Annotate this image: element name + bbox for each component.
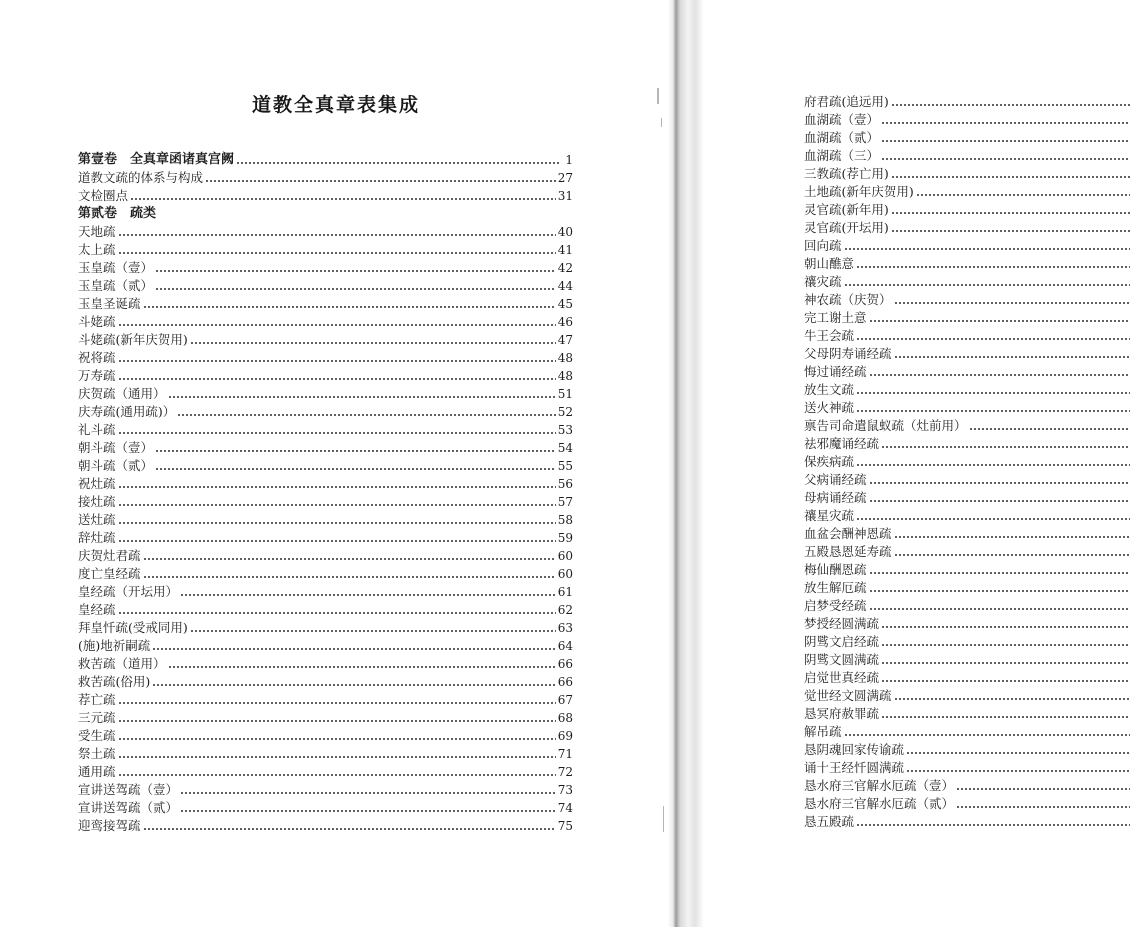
toc-entry-title: 度亡皇经疏 (78, 566, 141, 581)
toc-entry-title: 祝将疏 (78, 350, 116, 365)
toc-entry-page: 31 (557, 189, 573, 203)
toc-entry (804, 435, 1130, 453)
toc-entry (78, 619, 573, 637)
toc-entry-title: 礼斗疏 (78, 422, 116, 437)
toc-leader-dots (869, 320, 1130, 322)
toc-entry-title: 三教疏(荐亡用) (804, 166, 889, 181)
toc-entry-title: 玉皇圣诞疏 (78, 296, 141, 311)
toc-leader-dots (143, 828, 556, 830)
toc-entry (78, 745, 573, 763)
toc-entry (78, 601, 573, 619)
toc-entry-page: 48 (557, 369, 573, 383)
toc-entry-page: 73 (557, 783, 573, 797)
toc-leader-dots (155, 450, 556, 452)
toc-leader-dots (844, 248, 1130, 250)
toc-leader-dots (844, 734, 1130, 736)
toc-entry (78, 331, 573, 349)
toc-entry (78, 313, 573, 331)
toc-leader-dots (891, 212, 1130, 214)
toc-entry (78, 169, 573, 187)
toc-entry-title: 保疾病疏 (804, 454, 855, 469)
toc-entry-title: 朝山醮意 (804, 256, 855, 271)
toc-entry-title: 禳星灾疏 (804, 508, 855, 523)
scan-mark (657, 88, 659, 104)
toc-entry (804, 183, 1130, 201)
toc-leader-dots (143, 576, 556, 578)
toc-entry (78, 547, 573, 565)
toc-entry-title: 太上疏 (78, 242, 116, 257)
toc-entry-title: 启觉世真经疏 (804, 670, 880, 685)
toc-entry-page: 61 (557, 585, 573, 599)
toc-entry-title: 灵官疏(新年用) (804, 202, 889, 217)
toc-entry-page: 46 (557, 315, 573, 329)
toc-entry-title: 迎鸾接驾疏 (78, 818, 141, 833)
toc-leader-dots (894, 698, 1130, 700)
toc-leader-dots (856, 464, 1130, 466)
toc-entry (804, 237, 1130, 255)
toc-leader-dots (856, 338, 1130, 340)
toc-entry-page: 68 (557, 711, 573, 725)
toc-entry (78, 817, 573, 835)
toc-entry (78, 349, 573, 367)
toc-leader-dots (180, 792, 556, 794)
toc-entry-page: 54 (557, 441, 573, 455)
toc-leader-dots (168, 666, 556, 668)
toc-entry (804, 363, 1130, 381)
toc-entry (804, 543, 1130, 561)
toc-entry (78, 277, 573, 295)
toc-leader-dots (118, 540, 556, 542)
toc-entry (804, 291, 1130, 309)
toc-entry-title: 斗姥疏(新年庆贺用) (78, 332, 188, 347)
toc-entry-title: 回向疏 (804, 238, 842, 253)
toc-entry-title: 悔过诵经疏 (804, 364, 867, 379)
toc-entry (78, 259, 573, 277)
toc-entry (804, 219, 1130, 237)
toc-entry (804, 93, 1130, 111)
toc-entry-title: 灵官疏(开坛用) (804, 220, 889, 235)
toc-entry-title: 五殿恳恩延寿疏 (804, 544, 892, 559)
toc-leader-dots (891, 176, 1130, 178)
toc-entry-page: 44 (557, 279, 573, 293)
toc-leader-dots (118, 378, 556, 380)
scan-mark (661, 118, 662, 127)
toc-entry (78, 385, 573, 403)
toc-entry-title: 放生文疏 (804, 382, 855, 397)
toc-entry-title: 庆贺疏（通用） (78, 386, 166, 401)
toc-entry-title: 文检圈点 (78, 188, 129, 203)
toc-entry-title: 祭土疏 (78, 746, 116, 761)
toc-entry-title: 万寿疏 (78, 368, 116, 383)
toc-entry (78, 529, 573, 547)
toc-entry (804, 777, 1130, 795)
toc-leader-dots (190, 630, 556, 632)
toc-entry-page: 60 (557, 549, 573, 563)
toc-entry (78, 187, 573, 205)
toc-leader-dots (118, 252, 556, 254)
toc-leader-dots (190, 342, 556, 344)
toc-leader-dots (118, 612, 556, 614)
toc-leader-dots (894, 302, 1130, 304)
toc-leader-dots (118, 756, 556, 758)
toc-entry (804, 381, 1130, 399)
toc-entry-title: 牛王会疏 (804, 328, 855, 343)
toc-entry-page: 56 (557, 477, 573, 491)
toc-entry (804, 327, 1130, 345)
toc-entry (804, 561, 1130, 579)
toc-entry-title: 朝斗疏（贰） (78, 458, 154, 473)
toc-entry (78, 673, 573, 691)
toc-entry (804, 507, 1130, 525)
toc-leader-dots (856, 266, 1130, 268)
toc-entry-title: 梦授经圆满疏 (804, 616, 880, 631)
toc-entry (804, 687, 1130, 705)
toc-leader-dots (881, 662, 1130, 664)
toc-entry (78, 295, 573, 313)
toc-entry-title: 皇经疏（开坛用） (78, 584, 179, 599)
toc-leader-dots (894, 554, 1130, 556)
toc-entry-title: (施)地祈嗣疏 (78, 638, 151, 653)
toc-entry (78, 475, 573, 493)
toc-entry (78, 565, 573, 583)
toc-entry-page: 67 (557, 693, 573, 707)
toc-leader-dots (869, 500, 1130, 502)
toc-entry-title: 父母阴寿诵经疏 (804, 346, 892, 361)
toc-leader-dots (881, 446, 1130, 448)
toc-leader-dots (956, 788, 1130, 790)
toc-leader-dots (969, 428, 1130, 430)
toc-leader-dots (856, 410, 1130, 412)
toc-entry-title: 拜皇忏疏(受戒同用) (78, 620, 188, 635)
toc-entry-page: 40 (557, 225, 573, 239)
toc-entry-title: 三元疏 (78, 710, 116, 725)
toc-entry (78, 439, 573, 457)
toc-leader-dots (891, 230, 1130, 232)
toc-entry-page: 60 (557, 567, 573, 581)
toc-entry-title: 解吊疏 (804, 724, 842, 739)
toc-entry-page: 66 (557, 657, 573, 671)
toc-entry-page: 66 (557, 675, 573, 689)
toc-entry-title: 启梦受经疏 (804, 598, 867, 613)
toc-entry-title: 恳冥府赦罪疏 (804, 706, 880, 721)
toc-entry (78, 727, 573, 745)
toc-leader-dots (869, 482, 1130, 484)
toc-entry-title: 送灶疏 (78, 512, 116, 527)
toc-leader-dots (155, 270, 556, 272)
toc-entry (78, 511, 573, 529)
toc-leader-dots (956, 806, 1130, 808)
toc-entry-title: 阴骘文圆满疏 (804, 652, 880, 667)
toc-right-list (804, 93, 1130, 831)
book-gutter (668, 0, 704, 927)
toc-entry-title: 诵十王经忏圆满疏 (804, 760, 905, 775)
toc-entry (78, 403, 573, 421)
toc-entry-page: 53 (557, 423, 573, 437)
toc-entry-title: 恳阴魂回家传谕疏 (804, 742, 905, 757)
toc-entry-title: 宣讲送驾疏（壹） (78, 782, 179, 797)
toc-entry (804, 525, 1130, 543)
toc-leader-dots (881, 122, 1130, 124)
toc-entry-title: 恳五殿疏 (804, 814, 855, 829)
toc-entry-title: 血盆会酬神恩疏 (804, 526, 892, 541)
toc-entry-title: 宣讲送驾疏（贰） (78, 800, 179, 815)
toc-entry-title: 祛邪魔诵经疏 (804, 436, 880, 451)
toc-entry-title: 天地疏 (78, 224, 116, 239)
toc-entry (78, 799, 573, 817)
toc-entry-page: 62 (557, 603, 573, 617)
toc-entry-page: 64 (557, 639, 573, 653)
toc-leader-dots (118, 702, 556, 704)
toc-leader-dots (916, 194, 1130, 196)
toc-entry-page: 47 (557, 333, 573, 347)
toc-entry-title: 荐亡疏 (78, 692, 116, 707)
toc-entry (78, 151, 573, 169)
toc-entry (78, 223, 573, 241)
toc-leader-dots (856, 824, 1130, 826)
toc-entry (804, 273, 1130, 291)
toc-leader-dots (906, 770, 1130, 772)
toc-entry (78, 457, 573, 475)
toc-leader-dots (118, 324, 556, 326)
toc-entry-page: 59 (557, 531, 573, 545)
scan-mark (663, 806, 664, 832)
toc-leader-dots (118, 774, 556, 776)
toc-leader-dots (118, 486, 556, 488)
toc-entry-title: 梅仙酬恩疏 (804, 562, 867, 577)
toc-leader-dots (130, 198, 556, 200)
toc-entry-page: 69 (557, 729, 573, 743)
toc-entry-title: 斗姥疏 (78, 314, 116, 329)
toc-entry (804, 165, 1130, 183)
toc-leader-dots (118, 522, 556, 524)
toc-entry-page: 72 (557, 765, 573, 779)
toc-entry (804, 579, 1130, 597)
toc-entry-title: 受生疏 (78, 728, 116, 743)
toc-entry (804, 489, 1130, 507)
toc-entry (804, 255, 1130, 273)
toc-entry (78, 493, 573, 511)
toc-entry-title: 救苦疏（道用） (78, 656, 166, 671)
toc-leader-dots (143, 306, 556, 308)
toc-entry-page: 55 (557, 459, 573, 473)
toc-entry-title: 放生解厄疏 (804, 580, 867, 595)
toc-leader-dots (143, 558, 556, 560)
toc-entry-title: 玉皇疏（壹） (78, 260, 154, 275)
toc-entry-title: 府君疏(追远用) (804, 94, 889, 109)
toc-entry (78, 655, 573, 673)
toc-entry (804, 741, 1130, 759)
toc-entry-title: 禀告司命遣鼠蚁疏（灶前用） (804, 418, 967, 433)
toc-entry (804, 651, 1130, 669)
toc-entry (78, 781, 573, 799)
toc-entry-title: 皇经疏 (78, 602, 116, 617)
toc-leader-dots (180, 594, 556, 596)
toc-leader-dots (869, 374, 1130, 376)
toc-leader-dots (856, 392, 1130, 394)
toc-entry-page: 41 (557, 243, 573, 257)
toc-entry (804, 129, 1130, 147)
toc-leader-dots (118, 738, 556, 740)
toc-entry-title: 血湖疏（贰） (804, 130, 880, 145)
toc-entry (804, 795, 1130, 813)
toc-entry-title: 土地疏(新年庆贺用) (804, 184, 914, 199)
toc-entry-title: 恳水府三官解水厄疏（贰） (804, 796, 955, 811)
toc-entry (78, 637, 573, 655)
toc-entry-page: 27 (557, 171, 573, 185)
toc-leader-dots (869, 590, 1130, 592)
toc-entry-title: 恳水府三官解水厄疏（壹） (804, 778, 955, 793)
toc-entry-page: 42 (557, 261, 573, 275)
toc-entry-title: 玉皇疏（贰） (78, 278, 154, 293)
toc-entry-page: 48 (557, 351, 573, 365)
toc-leader-dots (236, 162, 561, 164)
toc-leader-dots (155, 468, 556, 470)
toc-leader-dots (906, 752, 1130, 754)
toc-entry-page: 57 (557, 495, 573, 509)
toc-entry-title: 完工谢土意 (804, 310, 867, 325)
toc-entry-title: 阴骘文启经疏 (804, 634, 880, 649)
toc-left-list (78, 151, 573, 835)
toc-leader-dots (856, 518, 1130, 520)
toc-entry-title: 觉世经文圆满疏 (804, 688, 892, 703)
toc-entry-title: 庆贺灶君疏 (78, 548, 141, 563)
toc-entry (804, 471, 1130, 489)
right-page (704, 0, 1130, 927)
toc-entry-page: 52 (557, 405, 573, 419)
toc-entry-title: 血湖疏（壹） (804, 112, 880, 127)
toc-entry (78, 241, 573, 259)
toc-entry-title: 血湖疏（三） (804, 148, 880, 163)
toc-entry-page: 75 (557, 819, 573, 833)
toc-entry-page: 74 (557, 801, 573, 815)
toc-entry-title: 道教文疏的体系与构成 (78, 170, 204, 185)
toc-leader-dots (894, 536, 1130, 538)
toc-leader-dots (168, 396, 556, 398)
toc-entry (804, 147, 1130, 165)
toc-leader-dots (881, 158, 1130, 160)
toc-entry (804, 813, 1130, 831)
toc-leader-dots (118, 720, 556, 722)
toc-leader-dots (891, 104, 1130, 106)
toc-entry-page: 58 (557, 513, 573, 527)
toc-leader-dots (152, 684, 555, 686)
toc-entry-title: 第贰卷 疏类 (78, 206, 157, 221)
toc-entry-page: 45 (557, 297, 573, 311)
toc-entry (804, 417, 1130, 435)
toc-entry (78, 583, 573, 601)
toc-entry (78, 421, 573, 439)
toc-entry-page: 51 (557, 387, 573, 401)
toc-leader-dots (869, 608, 1130, 610)
toc-leader-dots (118, 504, 556, 506)
toc-heading (78, 205, 573, 223)
toc-entry (804, 111, 1130, 129)
toc-leader-dots (118, 432, 556, 434)
toc-entry-title: 第壹卷 全真章函诸真宫阙 (78, 152, 235, 167)
toc-entry (804, 399, 1130, 417)
toc-entry-title: 救苦疏(俗用) (78, 674, 151, 689)
toc-entry (804, 669, 1130, 687)
toc-entry (804, 309, 1130, 327)
toc-entry-title: 庆寿疏(通用疏)） (78, 404, 176, 419)
toc-entry (804, 633, 1130, 651)
toc-leader-dots (881, 716, 1130, 718)
toc-entry (78, 691, 573, 709)
toc-entry-title: 母病诵经疏 (804, 490, 867, 505)
toc-leader-dots (881, 626, 1130, 628)
toc-leader-dots (118, 360, 556, 362)
toc-entry (804, 723, 1130, 741)
toc-entry-title: 通用疏 (78, 764, 116, 779)
book-title: 道教全真章表集成 (251, 94, 420, 116)
toc-leader-dots (881, 140, 1130, 142)
toc-leader-dots (869, 572, 1130, 574)
toc-leader-dots (894, 356, 1130, 358)
toc-entry-title: 神农疏（庆贺） (804, 292, 892, 307)
toc-entry-title: 接灶疏 (78, 494, 116, 509)
toc-entry (78, 709, 573, 727)
toc-leader-dots (844, 284, 1130, 286)
toc-entry (804, 201, 1130, 219)
toc-entry-title: 送火神疏 (804, 400, 855, 415)
toc-entry-title: 祝灶疏 (78, 476, 116, 491)
toc-leader-dots (881, 680, 1130, 682)
toc-leader-dots (118, 234, 556, 236)
toc-entry (804, 615, 1130, 633)
toc-entry-page: 63 (557, 621, 573, 635)
toc-entry-title: 朝斗疏（壹） (78, 440, 154, 455)
toc-entry-page: 71 (557, 747, 573, 761)
toc-entry-title: 辞灶疏 (78, 530, 116, 545)
toc-leader-dots (177, 414, 555, 416)
toc-entry (804, 453, 1130, 471)
toc-entry (804, 759, 1130, 777)
toc-leader-dots (152, 648, 555, 650)
toc-leader-dots (205, 180, 556, 182)
toc-entry (78, 367, 573, 385)
toc-leader-dots (881, 644, 1130, 646)
toc-entry-title: 父病诵经疏 (804, 472, 867, 487)
toc-entry-title: 禳灾疏 (804, 274, 842, 289)
toc-leader-dots (155, 288, 556, 290)
toc-entry (78, 763, 573, 781)
toc-entry (804, 705, 1130, 723)
toc-entry-page: 1 (565, 153, 573, 167)
toc-leader-dots (180, 810, 556, 812)
toc-entry (804, 597, 1130, 615)
toc-entry (804, 345, 1130, 363)
